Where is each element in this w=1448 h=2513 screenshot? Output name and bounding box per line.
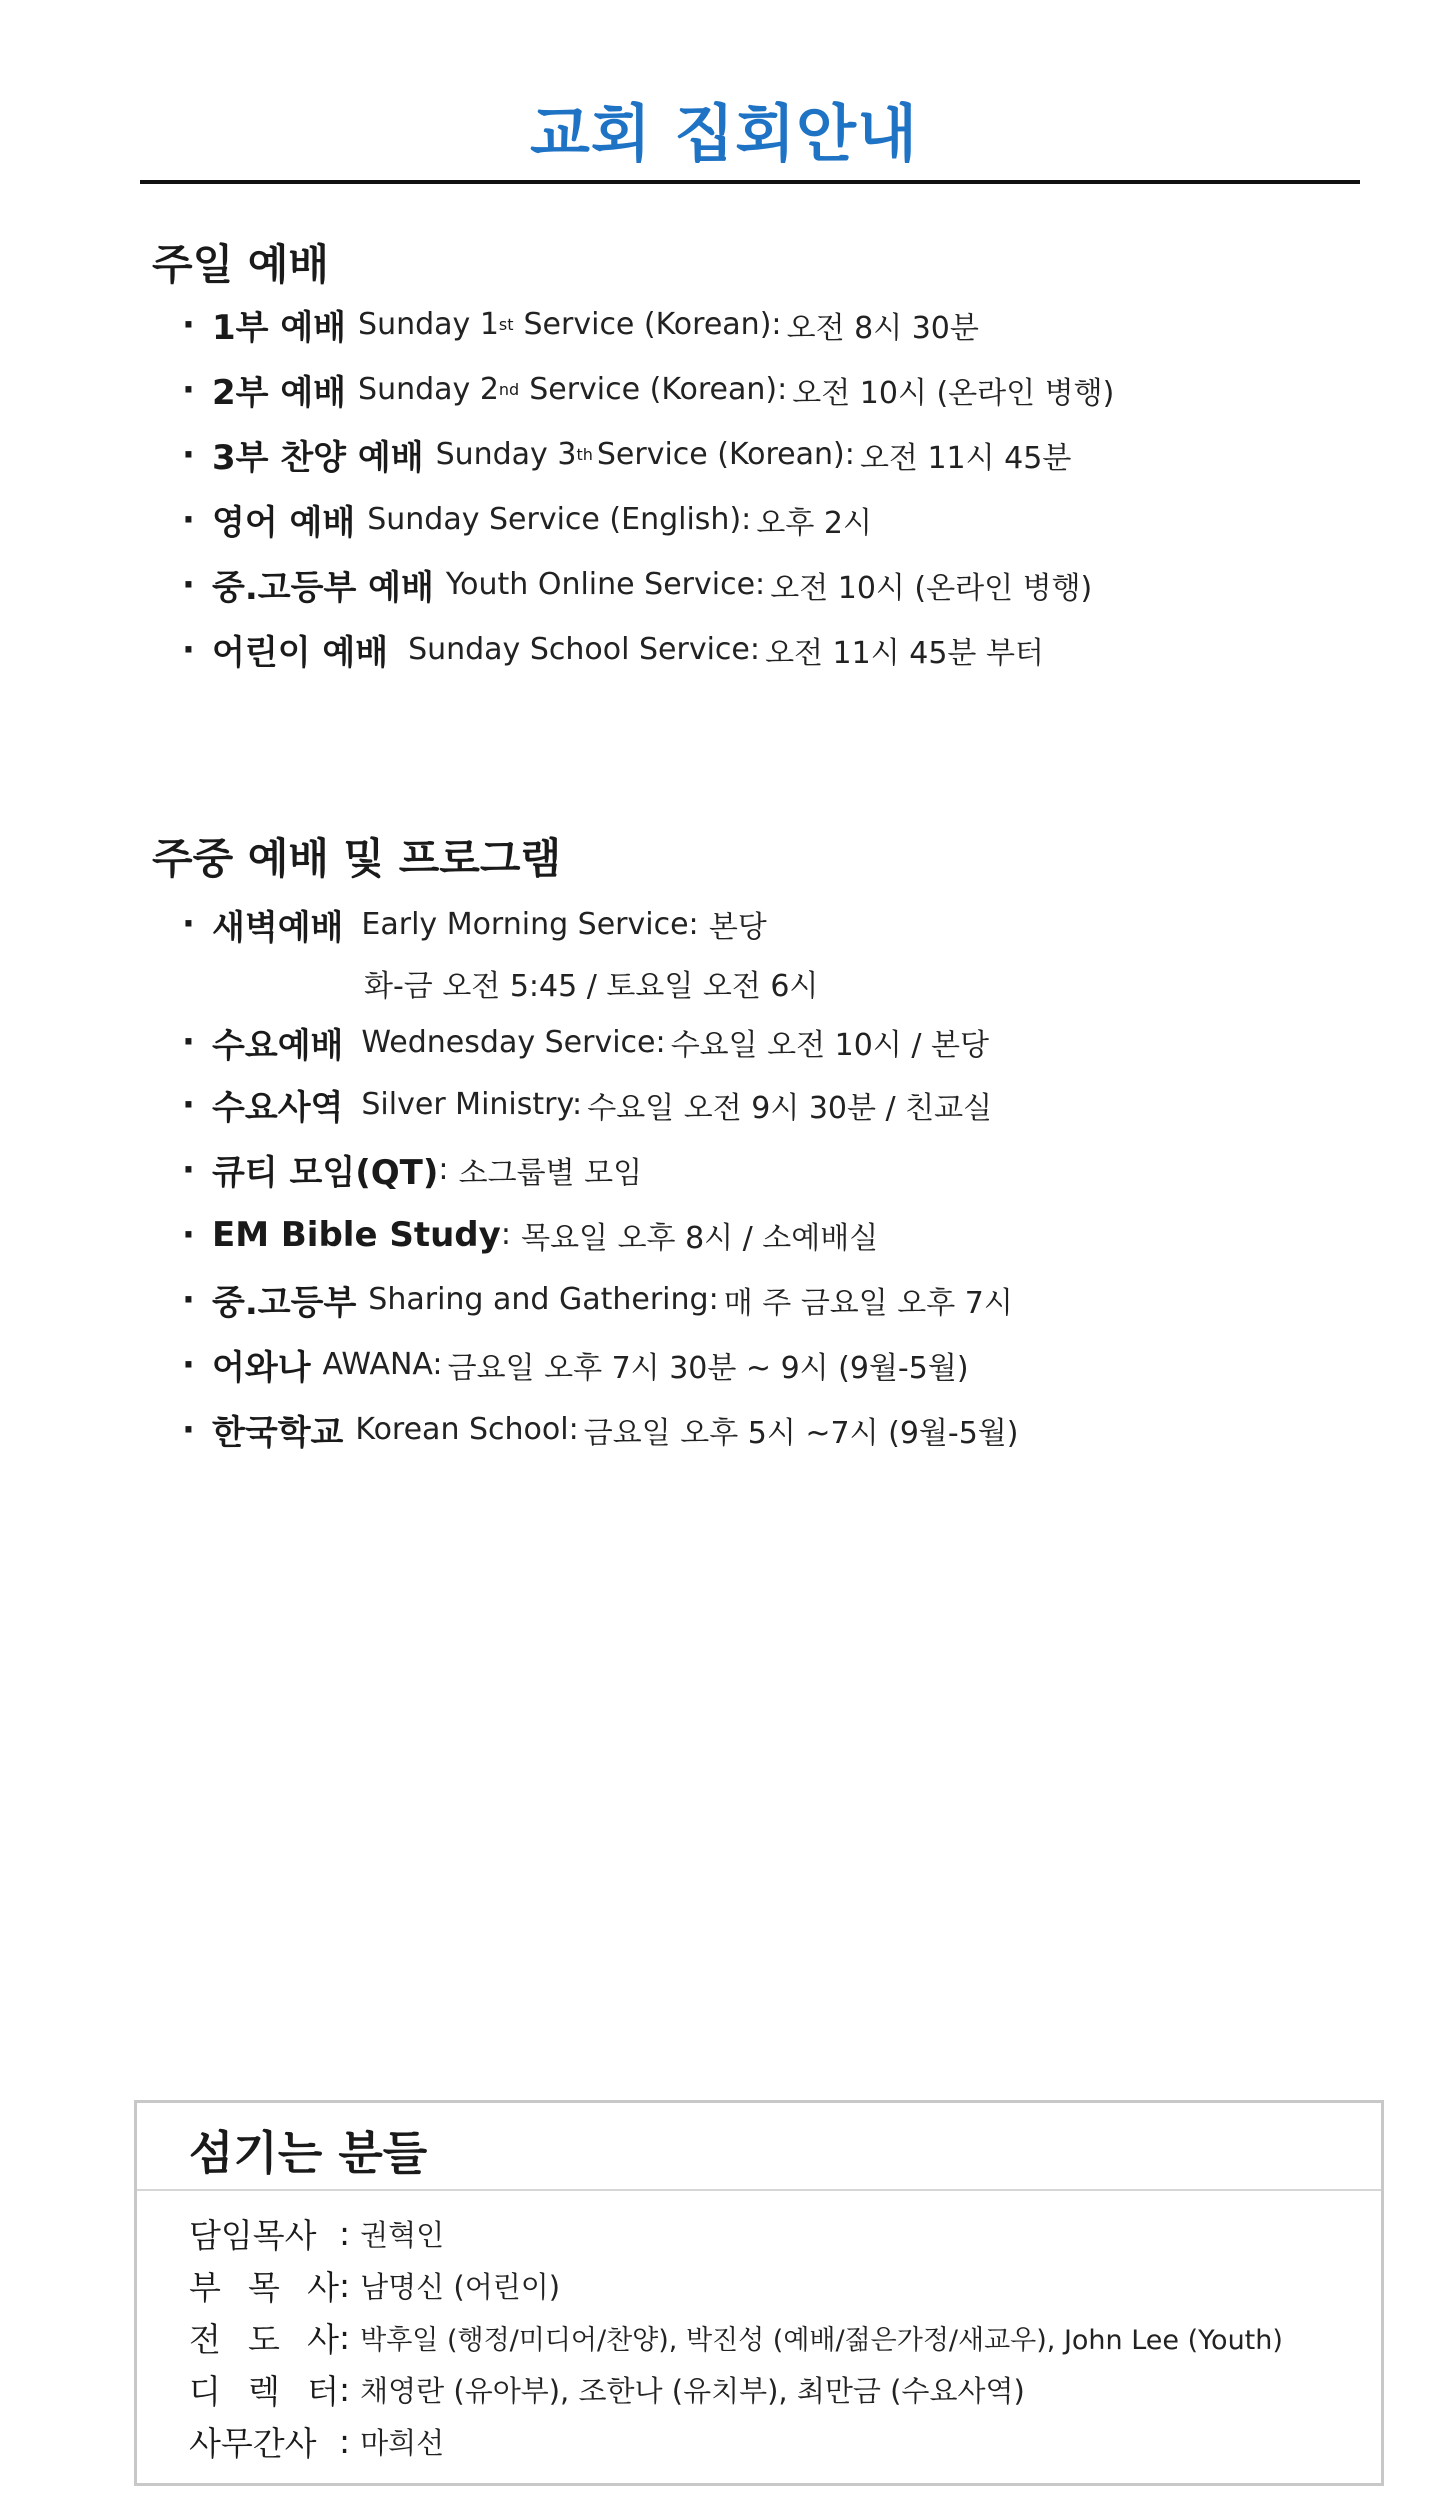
staff-list <box>189 2207 1283 2467</box>
program-name: 수요예배 <box>212 1025 344 1066</box>
staff-role: 사무간사 <box>189 2423 317 2463</box>
program-english: Korean School: <box>355 1412 579 1447</box>
service-name: 영어 예배 <box>212 503 356 543</box>
program-detail: 소그룹별 모임 <box>458 1155 643 1191</box>
program-detail: 금요일 오후 7시 30분 ~ 9시 (9월-5월) <box>447 1350 969 1386</box>
weekday-program-item <box>182 1202 1018 1267</box>
service-name: 2부 예배 <box>212 373 347 413</box>
service-ordinal: st <box>498 315 514 334</box>
sunday-service-item <box>182 487 1114 552</box>
weekday-program-item <box>182 1397 1018 1462</box>
sunday-service-item <box>182 357 1114 422</box>
staff-names: 채영란 (유아부), 조한나 (유치부), 최만금 (수요사역) <box>360 2373 1025 2408</box>
weekday-program-item <box>182 894 1018 954</box>
program-english: Sharing and Gathering: <box>368 1282 719 1317</box>
service-english: Sunday Service (English): <box>367 502 752 537</box>
bullet-icon: · <box>182 904 195 944</box>
weekday-program-item <box>182 1332 1018 1397</box>
staff-role: 담임목사 <box>189 2215 317 2255</box>
program-english: : <box>438 1152 449 1187</box>
service-english-suffix: Service (Korean): <box>529 372 788 407</box>
staff-colon: : <box>339 2317 351 2357</box>
staff-colon: : <box>339 2265 351 2305</box>
staff-row <box>189 2259 1283 2311</box>
service-english: Sunday 3 <box>435 437 577 472</box>
staff-role: 전 도 사 <box>189 2319 339 2359</box>
weekday-program-item <box>182 1137 1018 1202</box>
program-name: 한국학교 <box>212 1413 344 1453</box>
page-title: 교회 집회안내 <box>530 97 918 170</box>
staff-box <box>134 2100 1384 2486</box>
service-name: 어린이 예배 <box>212 633 389 673</box>
title-divider <box>140 180 1360 184</box>
staff-colon: : <box>339 2213 351 2253</box>
service-english-suffix: Service (Korean): <box>596 437 855 472</box>
sunday-service-item <box>182 552 1114 617</box>
weekday-program-item <box>182 1012 1018 1072</box>
sunday-service-item <box>182 422 1114 487</box>
program-name: 어와나 <box>212 1348 311 1388</box>
staff-colon: : <box>339 2369 351 2409</box>
program-name: 큐티 모임(QT) <box>212 1153 439 1193</box>
bullet-icon: · <box>182 1084 195 1125</box>
service-english: Youth Online Service: <box>445 567 766 602</box>
bullet-icon: · <box>182 369 195 410</box>
service-name: 중.고등부 예배 <box>212 568 434 608</box>
service-time: 오전 11시 45분 부터 <box>765 635 1044 671</box>
service-ordinal: nd <box>498 380 520 399</box>
sunday-service-item <box>182 617 1114 682</box>
program-schedule-line <box>182 954 1018 1012</box>
bullet-icon: · <box>182 1344 195 1385</box>
program-name: 중.고등부 <box>212 1283 357 1323</box>
program-name: 수요사역 <box>212 1088 344 1128</box>
service-english: Sunday 2 <box>358 372 499 407</box>
service-name: 3부 찬양 예배 <box>212 438 424 478</box>
program-english: : <box>500 1217 511 1252</box>
staff-role: 부 목 사 <box>189 2267 339 2307</box>
weekday-program-item <box>182 1267 1018 1332</box>
program-english: Early Morning Service: <box>361 906 699 942</box>
staff-heading: 섬기는 분들 <box>189 2126 428 2180</box>
program-detail: 목요일 오후 8시 / 소예배실 <box>521 1220 879 1256</box>
program-detail: 수요일 오전 10시 / 본당 <box>670 1028 989 1063</box>
bullet-icon: · <box>182 1409 195 1450</box>
bullet-icon: · <box>182 434 195 475</box>
staff-row <box>189 2363 1283 2415</box>
program-schedule: 화-금 오전 5:45 / 토요일 오전 6시 <box>364 969 819 1004</box>
sunday-services-heading: 주일 예배 <box>152 240 329 289</box>
program-detail: 본당 <box>708 910 767 945</box>
bullet-icon: · <box>182 1279 195 1320</box>
staff-row <box>189 2207 1283 2259</box>
staff-names: 박후일 (행정/미디어/찬양), 박진성 (예배/젊은가정/새교우), John Lee (Youth) <box>360 2324 1283 2356</box>
program-english: Silver Ministry: <box>361 1087 583 1122</box>
program-name: EM Bible Study <box>212 1214 501 1255</box>
service-english-suffix: Service (Korean): <box>523 307 782 342</box>
bullet-icon: · <box>182 1149 195 1190</box>
staff-role: 디 렉 터 <box>189 2371 339 2411</box>
sunday-services-list <box>182 292 1114 682</box>
program-detail: 수요일 오전 9시 30분 / 친교실 <box>587 1090 993 1126</box>
service-name: 1부 예배 <box>212 308 347 348</box>
staff-names: 권혁인 <box>360 2217 445 2252</box>
bullet-icon: · <box>182 499 195 540</box>
staff-row <box>189 2415 1283 2467</box>
program-detail: 금요일 오후 5시 ~7시 (9월-5월) <box>583 1415 1019 1451</box>
bullet-icon: · <box>182 564 195 605</box>
service-english: Sunday 1 <box>358 307 499 342</box>
service-time: 오후 2시 <box>756 505 872 541</box>
bullet-icon: · <box>182 1214 195 1255</box>
weekday-programs-heading: 주중 예배 및 프로그램 <box>152 834 562 883</box>
service-ordinal: th <box>576 445 593 464</box>
weekday-program-item <box>182 1072 1018 1137</box>
program-detail: 매 주 금요일 오후 7시 <box>723 1285 1013 1321</box>
service-time: 오전 8시 30분 <box>786 310 979 346</box>
service-time: 오전 10시 (온라인 병행) <box>770 570 1093 606</box>
staff-divider <box>137 2189 1381 2191</box>
bullet-icon: · <box>182 1022 195 1062</box>
staff-colon: : <box>339 2421 351 2461</box>
program-english: AWANA: <box>322 1347 443 1382</box>
service-english: Sunday School Service: <box>408 632 760 667</box>
bullet-icon: · <box>182 304 195 345</box>
staff-row <box>189 2311 1283 2363</box>
weekday-programs-list <box>182 894 1018 1462</box>
program-english: Wednesday Service: <box>361 1024 666 1060</box>
program-name: 새벽예배 <box>212 907 344 948</box>
service-time: 오전 11시 45분 <box>859 440 1072 476</box>
bullet-icon: · <box>182 629 195 670</box>
staff-names: 마희선 <box>360 2425 445 2460</box>
sunday-service-item <box>182 292 1114 357</box>
service-time: 오전 10시 (온라인 병행) <box>792 375 1115 411</box>
staff-names: 남명신 (어린이) <box>360 2269 561 2304</box>
